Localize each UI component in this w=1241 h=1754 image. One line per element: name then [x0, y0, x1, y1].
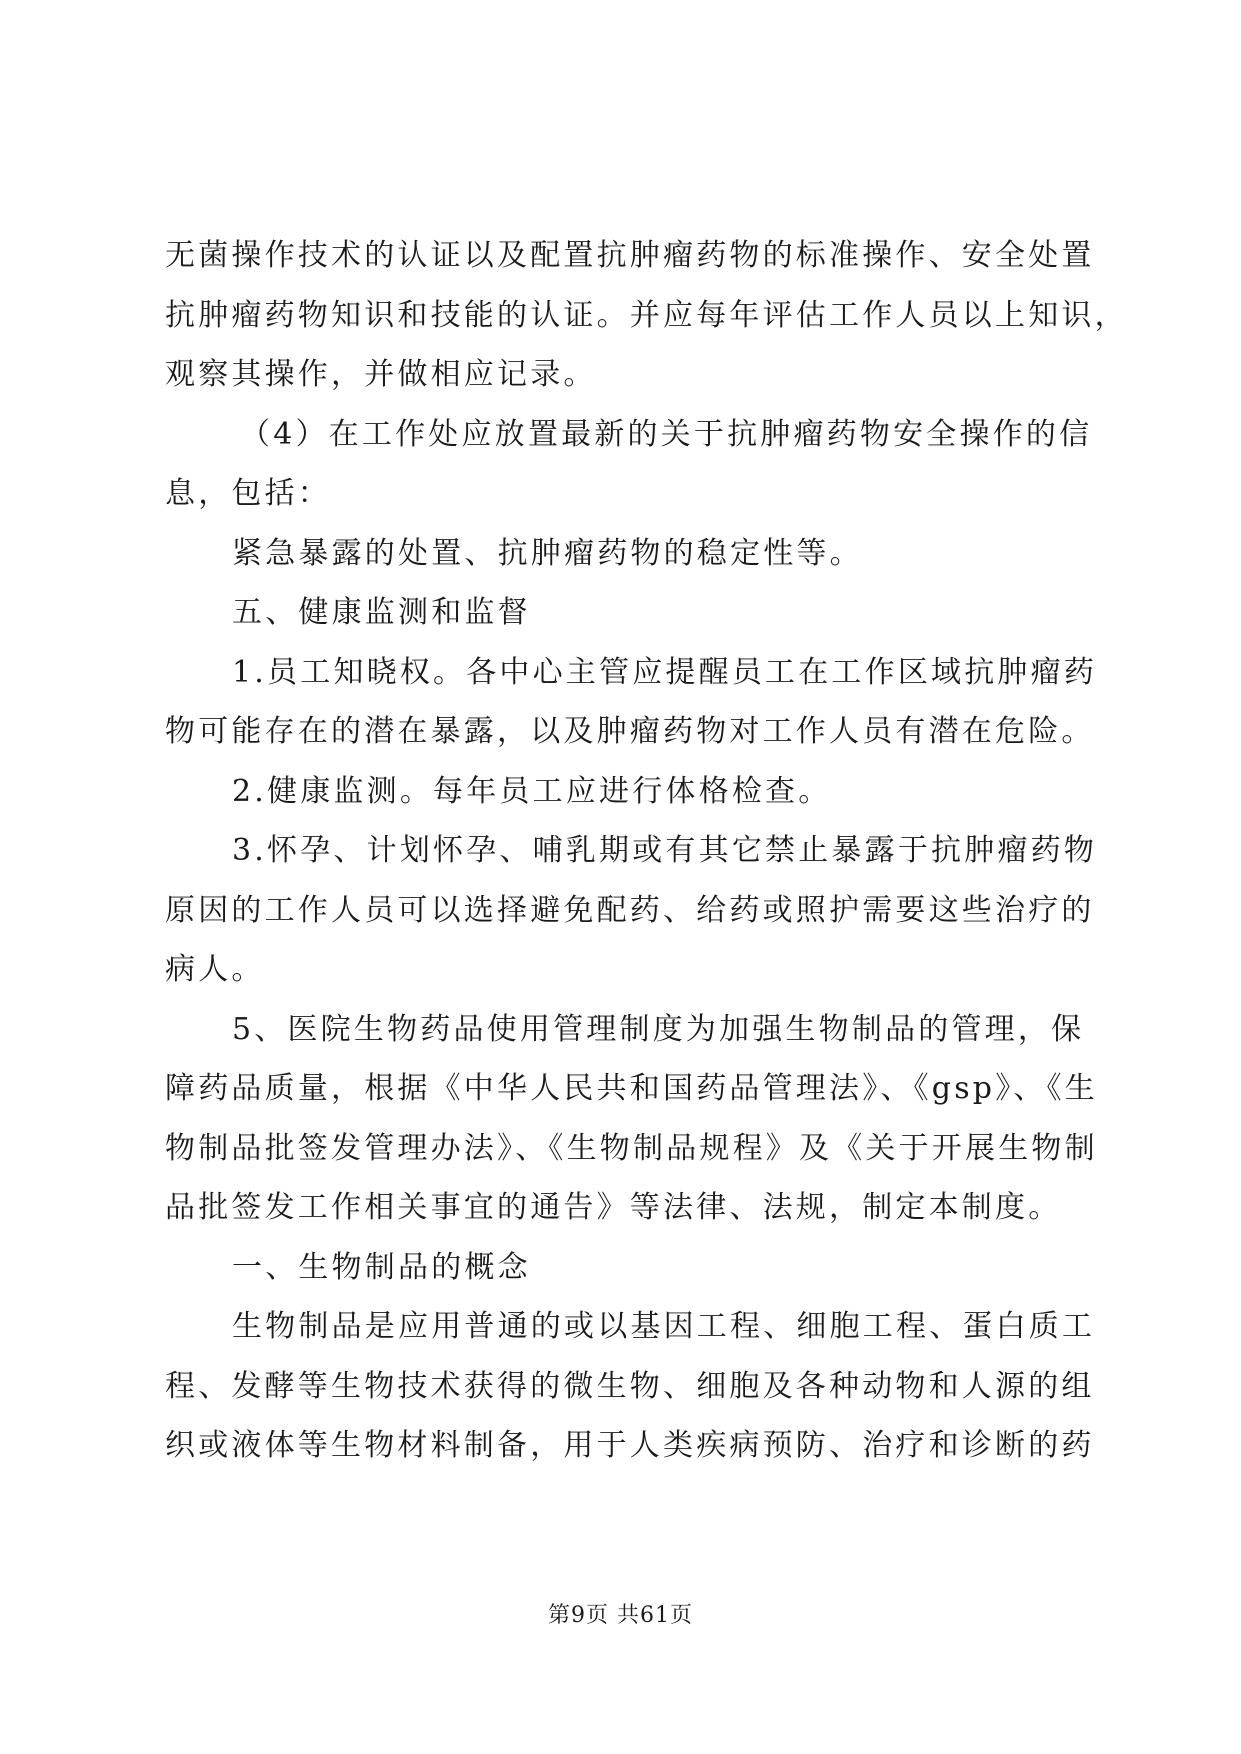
text-line: 生物制品是应用普通的或以基因工程、细胞工程、蛋白质工 — [232, 1309, 1096, 1344]
page-footer: 第9页 共61页 — [548, 1603, 693, 1628]
text-line: 原因的工作人员可以选择避免配药、给药或照护需要这些治疗的 — [165, 892, 1095, 928]
text-line: 1.员工知晓权。各中心主管应提醒员工在工作区域抗肿瘤药 — [232, 654, 1098, 690]
text-line: 程、发酵等生物技术获得的微生物、细胞及各种动物和人源的组 — [165, 1368, 1095, 1404]
section-heading: 一、生物制品的概念 — [232, 1249, 531, 1285]
text-line: 观察其操作，并做相应记录。 — [165, 357, 597, 392]
text-line: 抗肿瘤药物知识和技能的认证。并应每年评估工作人员以上知识， — [165, 297, 1128, 333]
text-line: 物制品批签发管理办法》、《生物制品规程》及《关于开展生物制 — [165, 1130, 1098, 1166]
body-text — [165, 226, 1128, 1476]
text-line: 5、医院生物药品使用管理制度为加强生物制品的管理，保 — [232, 1011, 1085, 1047]
section-heading: 五、健康监测和监督 — [232, 595, 531, 630]
text-line: 息，包括： — [165, 476, 331, 511]
text-line: 织或液体等生物材料制备，用于人类疾病预防、治疗和诊断的药 — [165, 1428, 1095, 1463]
text-line: 病人。 — [165, 952, 265, 987]
text-line: 物可能存在的潜在暴露，以及肿瘤药物对工作人员有潜在危险。 — [165, 714, 1095, 749]
text-line: （4）在工作处应放置最新的关于抗肿瘤药物安全操作的信 — [240, 416, 1093, 452]
text-line: 品批签发工作相关事宜的通告》等法律、法规，制定本制度。 — [165, 1190, 1062, 1225]
text-line: 紧急暴露的处置、抗肿瘤药物的稳定性等。 — [232, 535, 863, 571]
text-line: 障药品质量，根据《中华人民共和国药品管理法》、《gsp》、《生 — [165, 1071, 1099, 1106]
text-line: 3.怀孕、计划怀孕、哺乳期或有其它禁止暴露于抗肿瘤药物 — [232, 833, 1098, 868]
text-line: 无菌操作技术的认证以及配置抗肿瘤药物的标准操作、安全处置 — [165, 238, 1095, 273]
text-line: 2.健康监测。每年员工应进行体格检查。 — [232, 773, 832, 809]
